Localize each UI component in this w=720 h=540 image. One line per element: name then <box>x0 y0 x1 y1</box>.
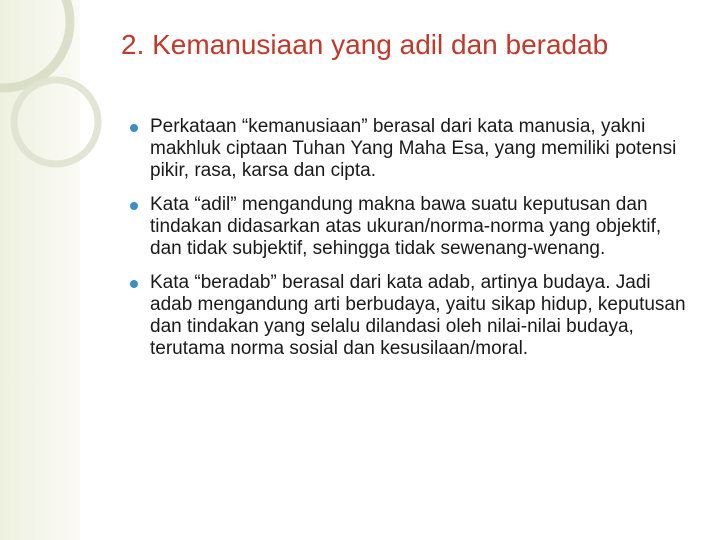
bullet-item <box>130 194 690 260</box>
bullet-text: Kata “beradab” berasal dari kata adab, artinya budaya. Jadi adab mengandung arti berbudaya, yaitu sikap hidup, keputusan dan tindakan yang selalu dilandasi oleh nilai-nilai budaya, terutama norma sosial dan kesusilaan/moral. <box>150 272 686 359</box>
bullet-item <box>130 272 690 360</box>
bullet-dot-icon <box>130 124 138 132</box>
decorative-rings <box>0 0 120 540</box>
bullet-list <box>130 116 690 372</box>
bullet-dot-icon <box>130 202 138 210</box>
bullet-text: Perkataan “kemanusiaan” berasal dari kata manusia, yakni makhluk ciptaan Tuhan Yang Maha Esa, yang memiliki potensi pikir, rasa, karsa dan cipta. <box>150 116 677 181</box>
bullet-item <box>130 116 690 182</box>
slide-title: 2. Kemanusiaan yang adil dan beradab <box>121 29 609 60</box>
bullet-text: Kata “adil” mengandung makna bawa suatu keputusan dan tindakan didasarkan atas ukuran/norma-norma yang objektif, dan tidak subjektif, sehingga tidak sewenang-wenang. <box>150 194 662 259</box>
bullet-dot-icon <box>130 280 138 288</box>
